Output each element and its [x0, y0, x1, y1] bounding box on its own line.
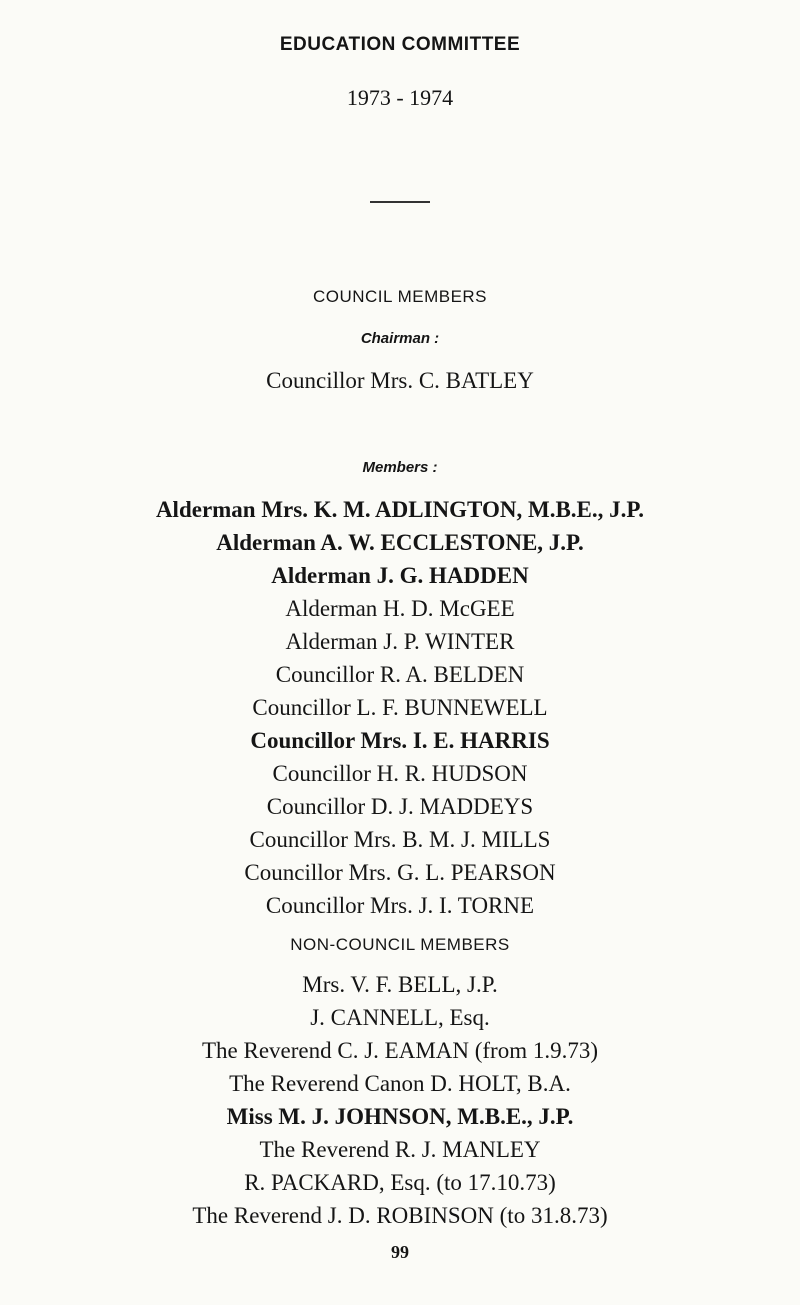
non-council-member: Miss M. J. JOHNSON, M.B.E., J.P. [226, 1104, 574, 1129]
council-member: Alderman J. G. HADDEN [271, 563, 529, 588]
council-member: Alderman J. P. WINTER [285, 629, 515, 654]
non-council-members-heading: NON-COUNCIL MEMBERS [290, 935, 510, 954]
non-council-member: The Reverend Canon D. HOLT, B.A. [229, 1071, 571, 1096]
non-council-member: Mrs. V. F. BELL, J.P. [302, 972, 498, 997]
council-member: Alderman H. D. McGEE [285, 596, 515, 621]
council-members-heading: COUNCIL MEMBERS [312, 287, 488, 306]
non-council-member: The Reverend C. J. EAMAN (from 1.9.73) [201, 1038, 599, 1063]
non-council-member: The Reverend J. D. ROBINSON (to 31.8.73) [192, 1203, 608, 1228]
council-member: Councillor Mrs. B. M. J. MILLS [249, 827, 551, 852]
council-member: Alderman A. W. ECCLESTONE, J.P. [216, 530, 584, 555]
council-member: Councillor Mrs. I. E. HARRIS [250, 728, 550, 753]
year-range: 1973 - 1974 [346, 85, 454, 110]
council-member: Councillor Mrs. G. L. PEARSON [244, 860, 556, 885]
non-council-member: The Reverend R. J. MANLEY [259, 1137, 541, 1162]
non-council-member: R. PACKARD, Esq. (to 17.10.73) [244, 1170, 556, 1195]
council-member: Councillor D. J. MADDEYS [266, 794, 534, 819]
council-member: Councillor R. A. BELDEN [275, 662, 525, 687]
chairman-name: Councillor Mrs. C. BATLEY [266, 368, 534, 393]
council-member: Alderman Mrs. K. M. ADLINGTON, M.B.E., J.P. [155, 497, 645, 522]
members-label: Members : [362, 459, 438, 476]
chairman-label: Chairman : [360, 330, 440, 347]
page-title: EDUCATION COMMITTEE [279, 34, 521, 55]
council-member: Councillor L. F. BUNNEWELL [252, 695, 548, 720]
council-member: Councillor Mrs. J. I. TORNE [265, 893, 535, 918]
non-council-member: J. CANNELL, Esq. [310, 1005, 490, 1030]
page-number: 99 [391, 1242, 409, 1262]
divider [370, 201, 430, 203]
council-member: Councillor H. R. HUDSON [272, 761, 528, 786]
